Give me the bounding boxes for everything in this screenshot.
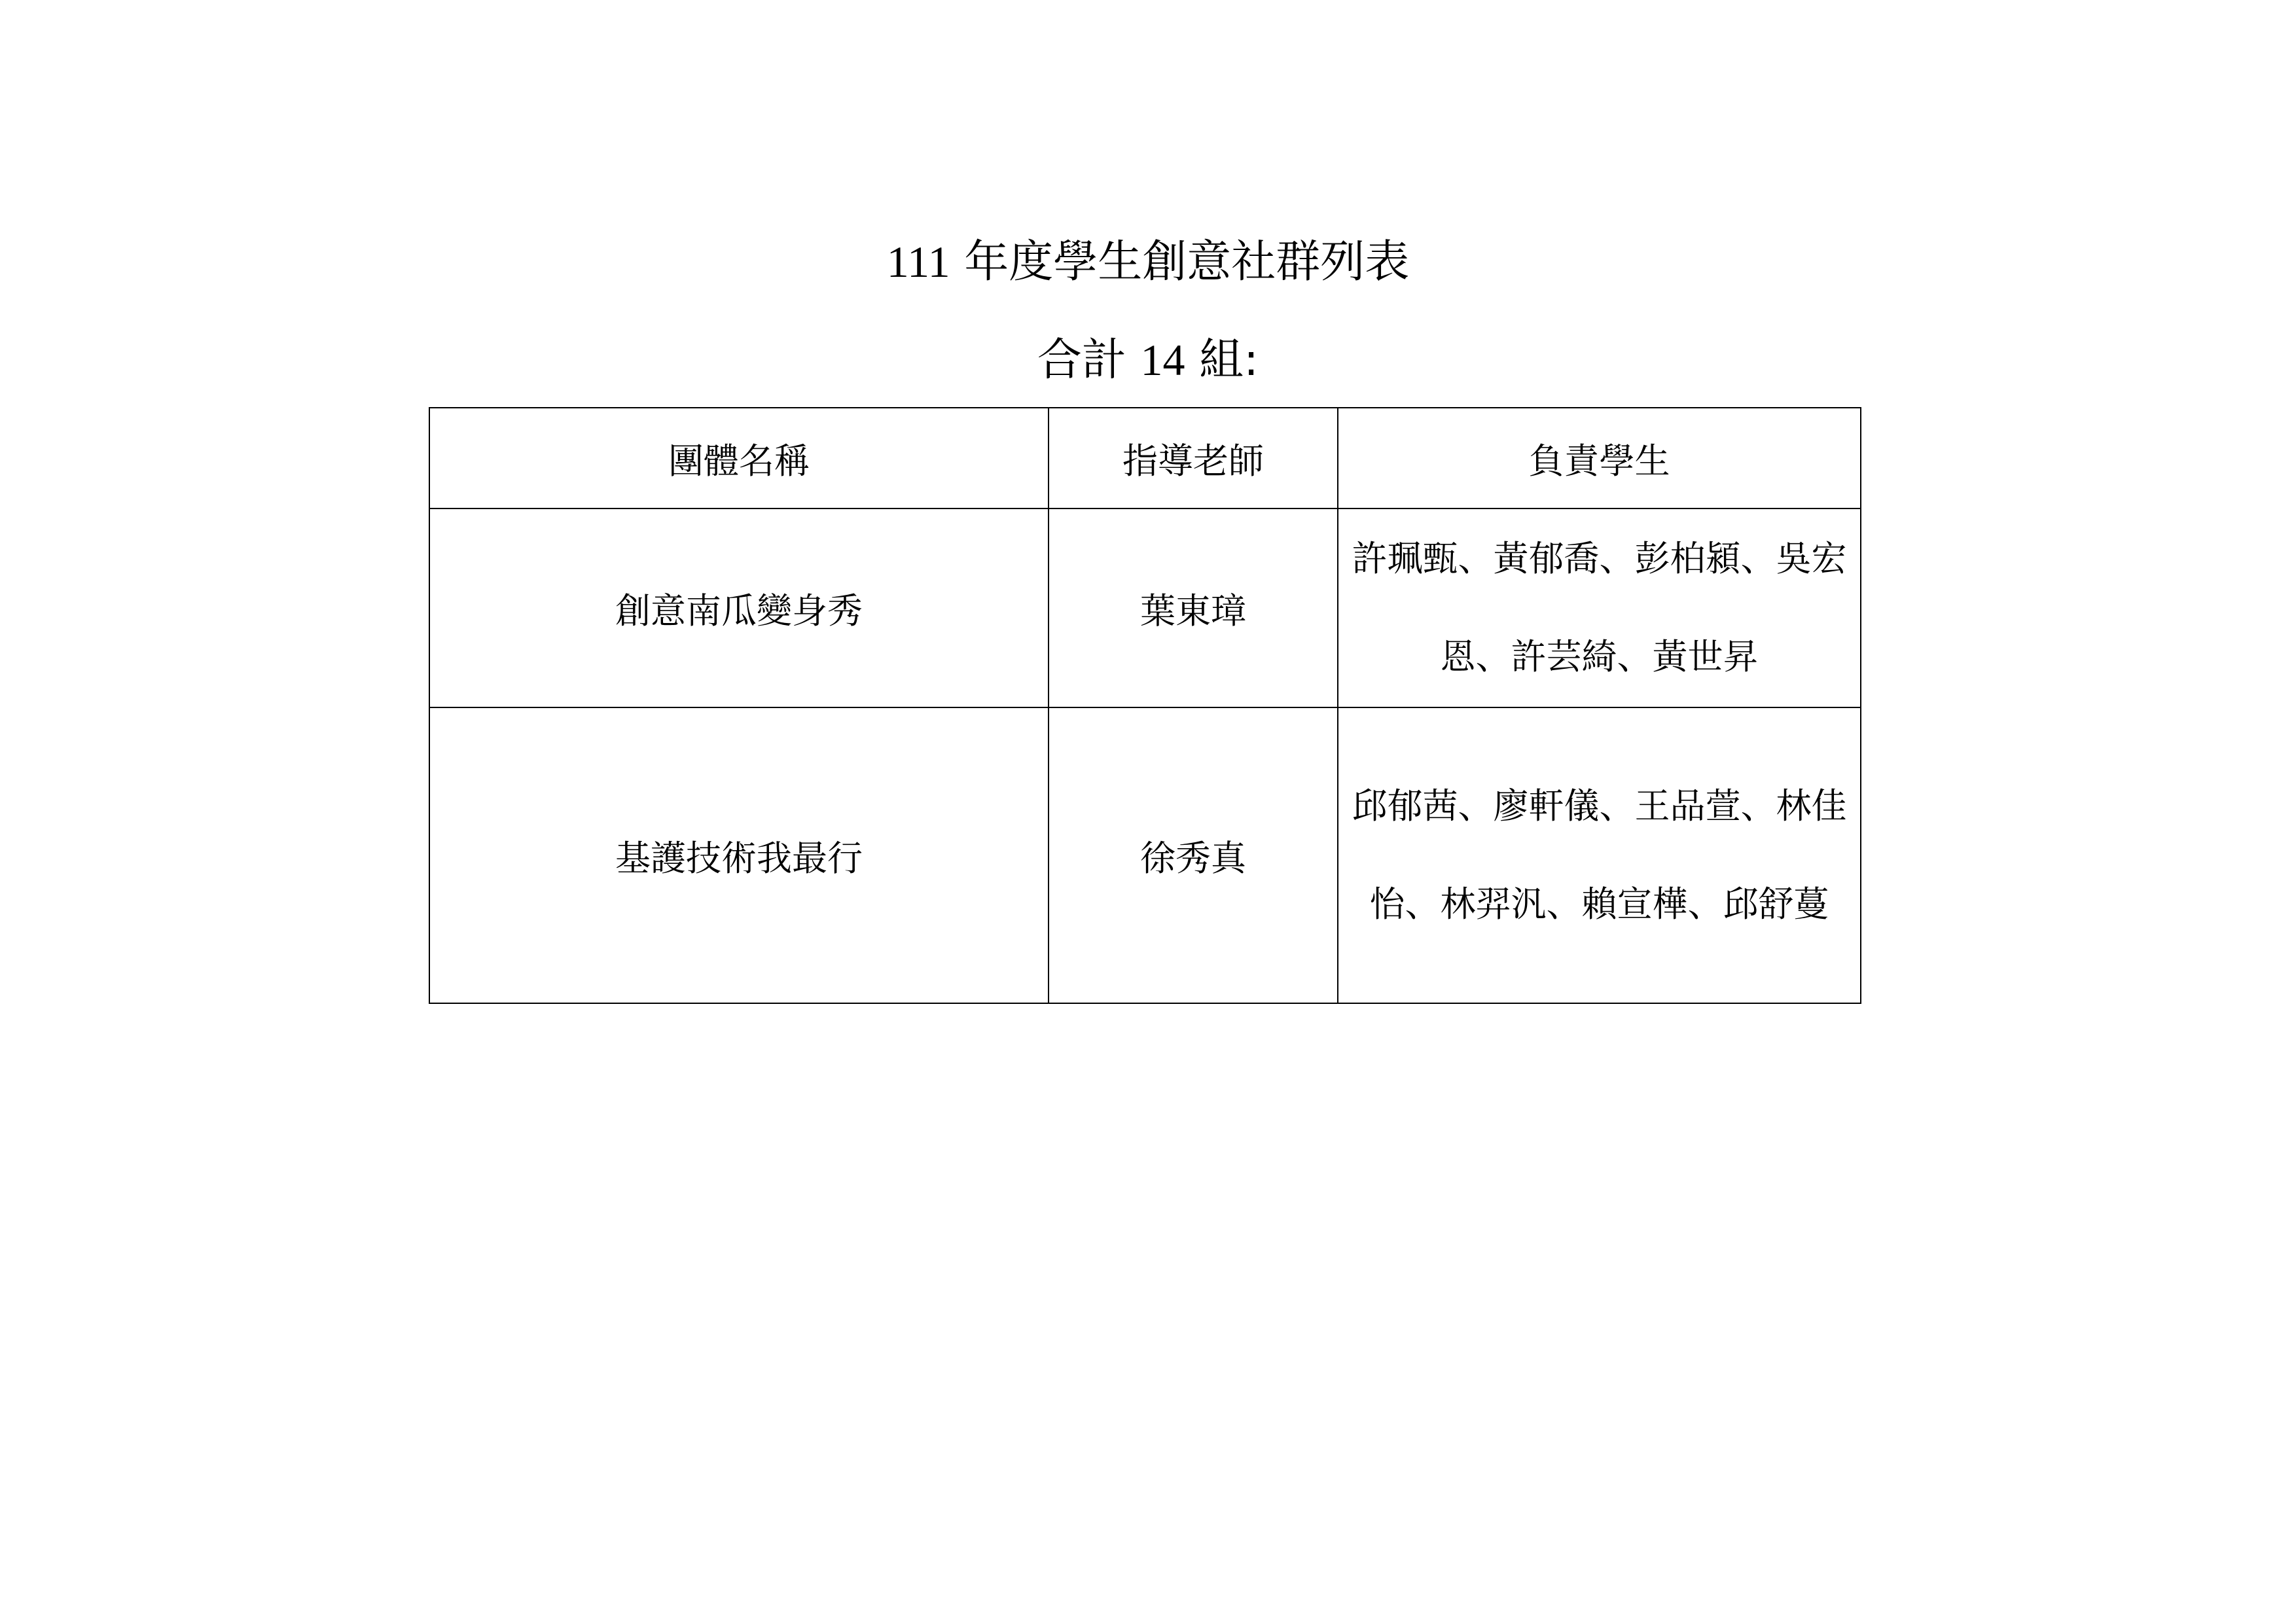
group-count-suffix: 組: — [1199, 334, 1259, 386]
title-year: 111 — [886, 237, 950, 287]
teacher-cell: 徐秀真 — [1049, 707, 1338, 1003]
students-cell: 邱郁茜、廖軒儀、王品萱、林佳怡、林羿汎、賴宣樺、邱舒蔓 — [1338, 707, 1861, 1003]
header-students: 負責學生 — [1338, 408, 1861, 508]
title-text: 年度學生創意社群列表 — [964, 236, 1410, 288]
table-header-row — [429, 408, 1861, 508]
teacher-cell: 葉東璋 — [1049, 508, 1338, 707]
header-teacher: 指導老師 — [1049, 408, 1338, 508]
group-name-cell: 基護技術我最行 — [429, 707, 1049, 1003]
group-name-cell: 創意南瓜變身秀 — [429, 508, 1049, 707]
group-count-line — [0, 330, 2296, 390]
header-group-name: 團體名稱 — [429, 408, 1049, 508]
table-row — [429, 508, 1861, 707]
group-count: 14 — [1140, 335, 1185, 385]
table-row — [429, 707, 1861, 1003]
page-title — [0, 232, 2296, 292]
group-count-prefix: 合計 — [1037, 334, 1126, 386]
groups-table — [429, 407, 1861, 1004]
students-cell: 許珮甄、黃郁喬、彭柏潁、吳宏恩、許芸綺、黃世昇 — [1338, 508, 1861, 707]
